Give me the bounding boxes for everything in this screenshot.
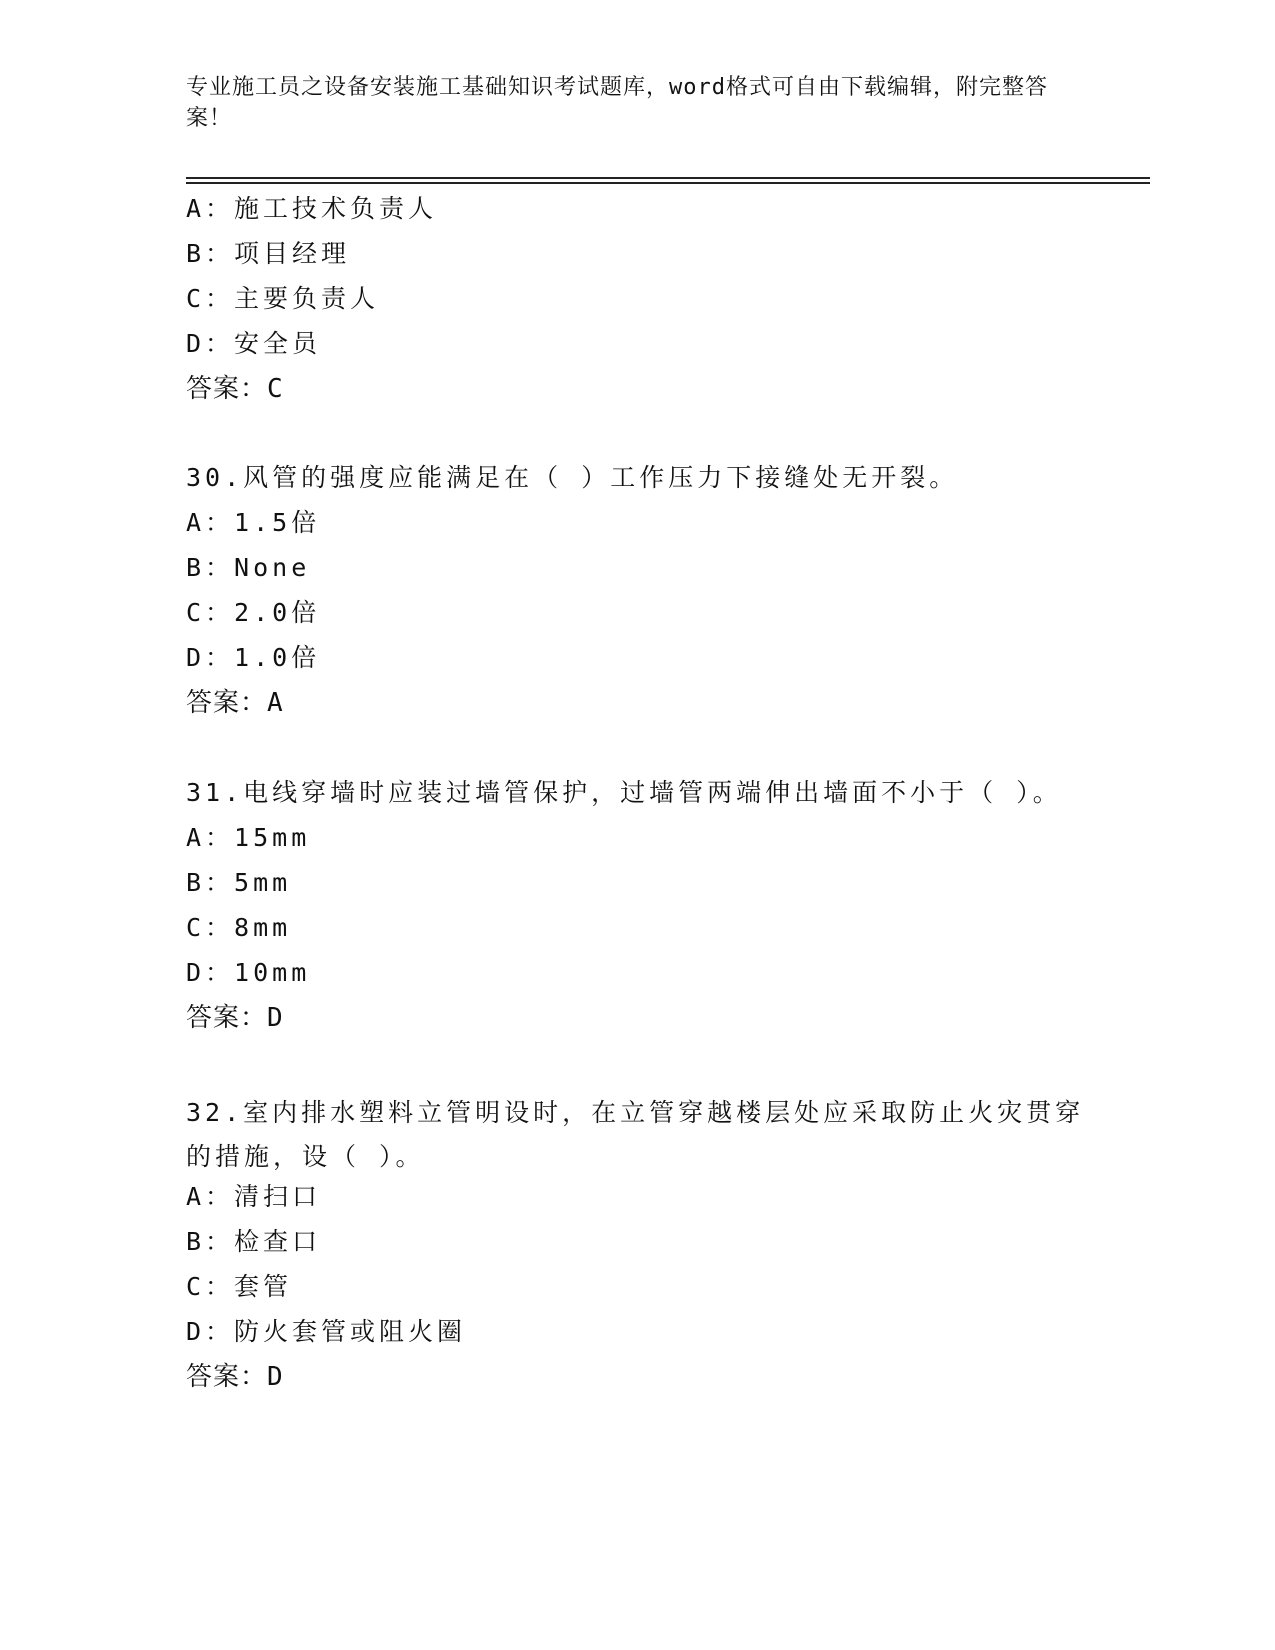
q29-option-b: B：项目经理 bbox=[186, 239, 351, 268]
q31-option-b: B：5mm bbox=[186, 868, 292, 897]
q30-option-c: C：2.0倍 bbox=[186, 598, 321, 627]
q32-stem: 32.室内排水塑料立管明设时，在立管穿越楼层处应采取防止火灾贯穿的措施，设（ ）。 bbox=[186, 1098, 1085, 1171]
q32-option-b: B：检查口 bbox=[186, 1227, 322, 1256]
q31-stem: 31.电线穿墙时应装过墙管保护，过墙管两端伸出墙面不小于（ ）。 bbox=[186, 778, 1062, 807]
q30-option-d: D：1.0倍 bbox=[186, 643, 321, 672]
q29-option-a: A：施工技术负责人 bbox=[186, 194, 438, 223]
q32-answer: 答案：D bbox=[186, 1362, 284, 1392]
document-header: 专业施工员之设备安装施工基础知识考试题库，word格式可自由下载编辑，附完整答案！ bbox=[186, 75, 1048, 131]
q30-stem: 30.风管的强度应能满足在（ ）工作压力下接缝处无开裂。 bbox=[186, 463, 959, 492]
q31-option-a: A：15mm bbox=[186, 823, 311, 852]
q32-option-c: C：套管 bbox=[186, 1272, 293, 1301]
q32-option-a: A：清扫口 bbox=[186, 1182, 322, 1211]
q29-answer: 答案：C bbox=[186, 374, 284, 404]
q31-answer: 答案：D bbox=[186, 1003, 284, 1033]
q30-option-b: B：None bbox=[186, 553, 311, 582]
header-divider-top bbox=[186, 177, 1150, 179]
q30-answer: 答案：A bbox=[186, 688, 284, 718]
q29-option-d: D：安全员 bbox=[186, 329, 322, 358]
q31-option-d: D：10mm bbox=[186, 958, 311, 987]
header-divider-bottom bbox=[186, 182, 1150, 184]
q29-option-c: C：主要负责人 bbox=[186, 284, 380, 313]
q31-option-c: C：8mm bbox=[186, 913, 292, 942]
q30-option-a: A：1.5倍 bbox=[186, 508, 321, 537]
q32-option-d: D：防火套管或阻火圈 bbox=[186, 1317, 467, 1346]
